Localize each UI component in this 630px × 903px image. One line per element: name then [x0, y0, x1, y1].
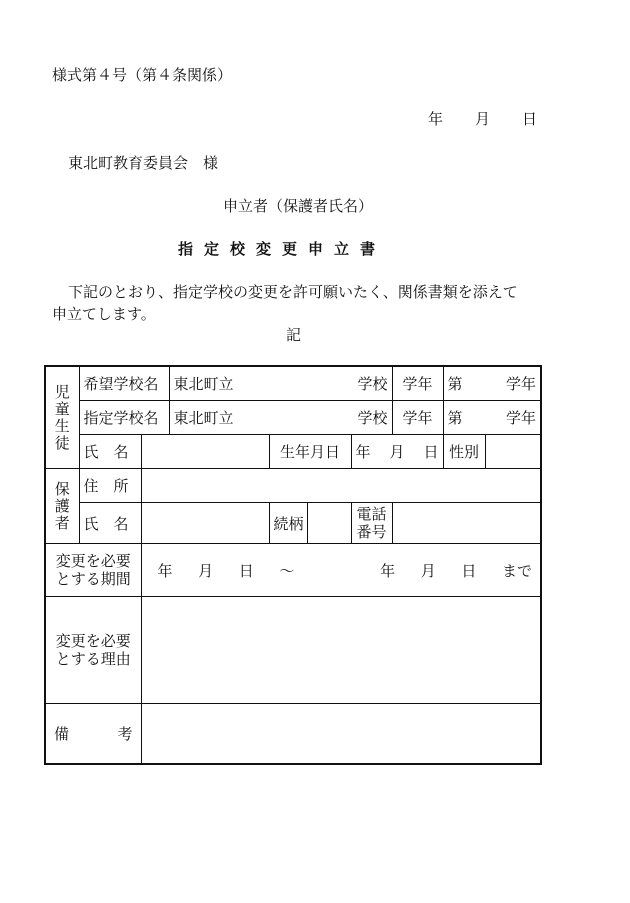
- reason-label: 変更を必要とする理由: [45, 597, 141, 704]
- designated-grade-field[interactable]: 第 学年: [443, 401, 541, 435]
- application-form-table: [44, 365, 542, 765]
- designated-school-row: [45, 401, 541, 435]
- town-prefix: 東北町立: [173, 375, 234, 393]
- guardian-name-field[interactable]: [141, 503, 269, 544]
- form-number: 様式第４号（第４条関係）: [52, 66, 233, 84]
- date-month-label: 月: [475, 110, 491, 128]
- body-text: 下記のとおり、指定学校の変更を許可願いたく、関係書類を添えて申立てします。: [52, 283, 518, 323]
- gender-label: 性別: [443, 435, 485, 469]
- phone-field[interactable]: [392, 503, 541, 544]
- desired-school-label: 希望学校名: [79, 366, 169, 401]
- date-year-label: 年: [428, 110, 444, 128]
- period-row: [45, 544, 541, 597]
- child-section-label: 児 童 生 徒: [45, 366, 79, 469]
- desired-school-field[interactable]: [169, 366, 392, 401]
- guardian-name-row: [45, 503, 541, 544]
- ki-label: 記: [286, 326, 302, 344]
- child-name-field[interactable]: [141, 435, 269, 469]
- reason-field[interactable]: [141, 597, 541, 704]
- address-row: [45, 469, 541, 503]
- school-suffix: 学校: [357, 409, 388, 427]
- town-prefix: 東北町立: [173, 409, 234, 427]
- designated-school-field[interactable]: [169, 401, 392, 435]
- designated-school-label: 指定学校名: [79, 401, 169, 435]
- grade-label: 学年: [392, 401, 443, 435]
- desired-grade-field[interactable]: 第 学年: [443, 366, 541, 401]
- desired-school-row: [45, 366, 541, 401]
- gender-field[interactable]: [485, 435, 541, 469]
- phone-label: 電話番号: [351, 503, 392, 544]
- guardian-name-label: 氏 名: [79, 503, 141, 544]
- child-name-row: [45, 435, 541, 469]
- remarks-field[interactable]: [141, 704, 541, 765]
- address-field[interactable]: [141, 469, 541, 503]
- remarks-row: [45, 704, 541, 765]
- period-label: 変更を必要とする期間: [45, 544, 141, 597]
- school-suffix: 学校: [357, 375, 388, 393]
- applicant-label: 申立者（保護者氏名）: [223, 197, 374, 215]
- address-label: 住 所: [79, 469, 141, 503]
- date-day-label: 日: [522, 110, 538, 128]
- grade-label: 学年: [392, 366, 443, 401]
- reason-row: [45, 597, 541, 704]
- guardian-section-label: 保 護 者: [45, 469, 79, 544]
- relation-label: 続柄: [269, 503, 307, 544]
- remarks-label: 備 考: [45, 704, 141, 765]
- period-field[interactable]: 年 月 日 ～ 年 月 日 まで: [141, 544, 541, 597]
- document-title: 指定校変更申立書: [178, 240, 387, 258]
- birthdate-field[interactable]: 年 月 日: [351, 435, 443, 469]
- addressee: 東北町教育委員会 様: [68, 154, 219, 172]
- birthdate-label: 生年月日: [269, 435, 351, 469]
- child-name-label: 氏 名: [79, 435, 141, 469]
- relation-field[interactable]: [307, 503, 351, 544]
